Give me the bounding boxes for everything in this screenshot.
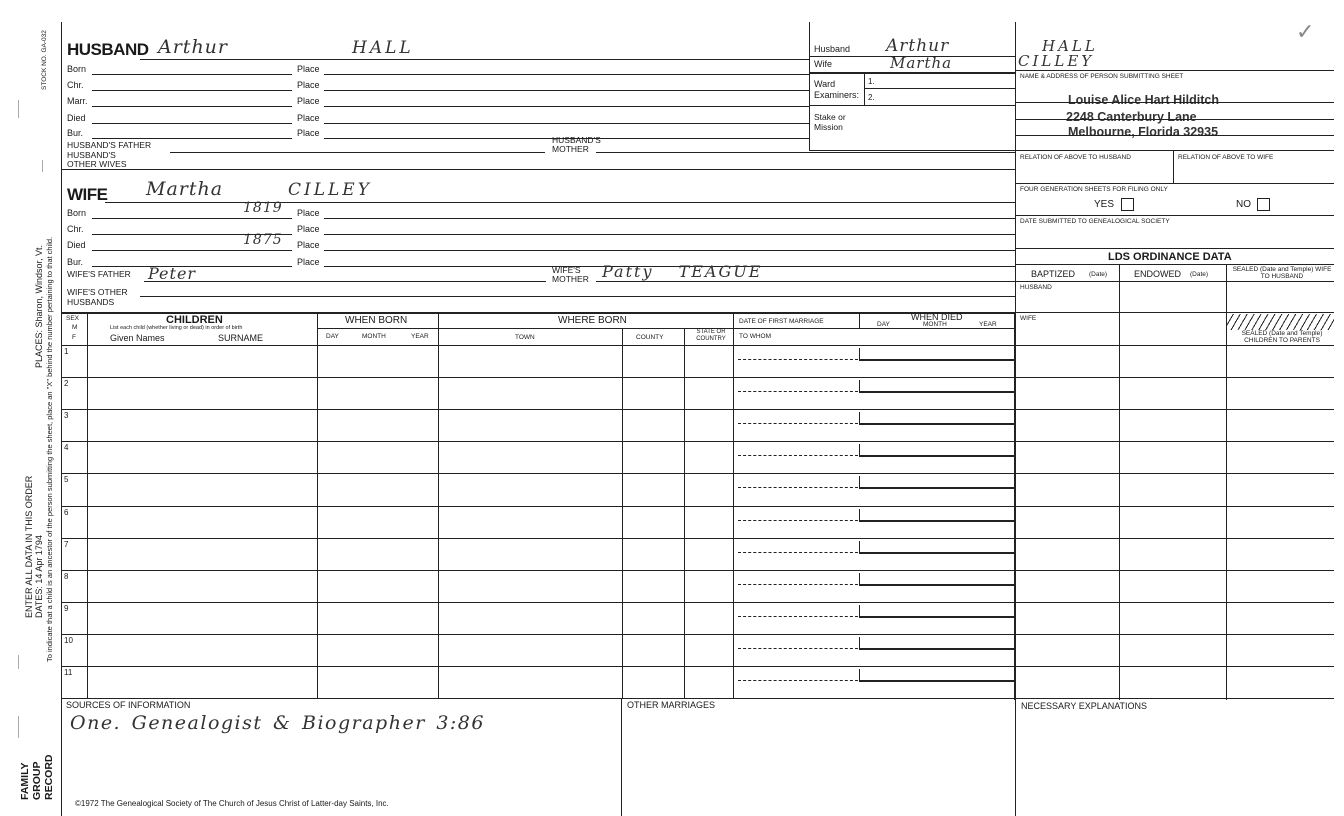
first-marriage-label: DATE OF FIRST MARRIAGE [739, 318, 824, 325]
child-row-number: 10 [64, 636, 73, 645]
lds-baptized-label: BAPTIZED [1031, 269, 1076, 279]
child-row-number: 4 [64, 443, 69, 452]
ward-wife-label: Wife [814, 59, 832, 69]
husband-born-line [92, 74, 292, 75]
form-left-border [61, 22, 62, 816]
other-marriages-label: OTHER MARRIAGES [627, 700, 716, 710]
wife-chr-place-label: Place [297, 224, 320, 234]
wife-born-line [92, 218, 292, 219]
submitter-name: Louise Alice Hart Hilditch [1068, 93, 1219, 107]
died-day-label: DAY [877, 321, 890, 328]
marriage-dashed-line [738, 616, 858, 617]
child-row-line [61, 441, 1334, 442]
children-header-bottom [61, 345, 1334, 346]
died-date-bracket [859, 476, 1015, 489]
husband-born-place-label: Place [297, 64, 320, 74]
child-row-number: 1 [64, 347, 69, 356]
ward-wife-surname: CILLEY [1018, 52, 1095, 70]
child-row-line [61, 570, 1334, 571]
husband-died-place-label: Place [297, 113, 320, 123]
stake-bottom [809, 150, 1015, 151]
lds-wife-label: WIFE [1020, 315, 1037, 322]
submitter-top-line [1015, 70, 1334, 71]
when-died-label: WHEN DIED [911, 312, 963, 322]
town-label: TOWN [515, 334, 535, 341]
husband-surname: HALL [352, 38, 414, 58]
born-year-label: YEAR [411, 333, 429, 340]
died-date-bracket [859, 412, 1015, 425]
husband-given-name: Arthur [158, 36, 228, 58]
husband-chr-place-line [324, 90, 809, 91]
husband-heading: HUSBAND [67, 40, 149, 59]
husband-mother-line [596, 152, 1015, 153]
name-col-divider [317, 312, 318, 698]
wife-given-name: Martha [146, 178, 224, 200]
child-row-line [61, 666, 1334, 667]
given-names-label: Given Names [110, 333, 165, 343]
margin-mark [18, 100, 19, 118]
marriage-dashed-line [738, 552, 858, 553]
relation-divider [1173, 150, 1174, 183]
child-row-line [61, 538, 1334, 539]
submitter-city-line [1015, 135, 1334, 136]
margin-mark [18, 716, 19, 738]
stock-number: STOCK NO. GA-032 [41, 30, 48, 90]
died-year-label: YEAR [979, 321, 997, 328]
margin-mark [18, 655, 19, 669]
wife-bur-place-label: Place [297, 257, 320, 267]
lds-husband-bottom [1015, 312, 1334, 313]
record-title-line2: GROUP [31, 761, 43, 800]
where-col-divider [733, 312, 734, 698]
wife-other-husbands-label: WIFE'S OTHER HUSBANDS [67, 287, 128, 307]
wife-father-label: WIFE'S FATHER [67, 269, 131, 279]
marriage-dashed-line [738, 423, 858, 424]
examiner-1: 1. [868, 77, 875, 86]
marriage-dashed-line [738, 391, 858, 392]
wife-died-place-line [324, 250, 1015, 251]
husband-born-place-line [324, 74, 809, 75]
wife-mother-name: Patty TEAGUE [602, 262, 763, 281]
died-date-bracket [859, 669, 1015, 682]
husband-bur-line [92, 138, 292, 139]
marriage-dashed-line [738, 648, 858, 649]
wife-bur-label: Bur. [67, 257, 84, 267]
marriage-dashed-line [738, 520, 858, 521]
sources-value: One. Genealogist & Biographer 3:86 [70, 712, 485, 734]
wife-born-year: 1819 [243, 200, 283, 216]
lds-baptized-date-label: (Date) [1089, 271, 1108, 278]
first-marriage-subline [733, 328, 1015, 329]
footer-top-line [61, 698, 1334, 699]
town-col-divider [622, 328, 623, 698]
husband-marr-label: Marr. [67, 96, 88, 106]
lds-hatched-cell [1227, 314, 1334, 330]
examiners-bottom [809, 105, 1015, 106]
child-row-line [61, 409, 1334, 410]
died-date-bracket [859, 637, 1015, 650]
submitter-street-line [1015, 119, 1334, 120]
ward-husband-label: Husband [814, 44, 851, 54]
lds-title: LDS ORDINANCE DATA [1108, 251, 1232, 263]
lds-title-bottom [1015, 264, 1334, 265]
sex-m-label: M [72, 324, 78, 331]
child-row-number: 7 [64, 540, 69, 549]
marriage-dashed-line [738, 680, 858, 681]
to-whom-label: TO WHOM [739, 333, 772, 340]
check-mark: ✓ [1296, 20, 1316, 45]
ward-husband-given: Arthur [886, 36, 950, 56]
places-note: PLACES: Sharon, Windsor, Vt. [34, 244, 44, 368]
husband-chr-label: Chr. [67, 80, 84, 90]
husband-bur-label: Bur. [67, 128, 84, 138]
four-gen-bottom-line [1015, 215, 1334, 216]
submitter-city: Melbourne, Florida 32935 [1068, 125, 1219, 139]
wife-surname: CILLEY [288, 180, 372, 200]
born-month-label: MONTH [362, 333, 386, 340]
when-born-subline [317, 328, 438, 329]
died-date-bracket [859, 380, 1015, 393]
county-label: COUNTY [636, 334, 664, 341]
wife-heading: WIFE [67, 185, 108, 204]
yes-label: YES [1094, 199, 1115, 210]
marriage-col-divider [859, 312, 860, 328]
husband-born-label: Born [67, 64, 87, 74]
copyright-notice: ©1972 The Genealogical Society of The Church of Jesus Christ of Latter-day Saints, Inc. [75, 799, 389, 808]
submitter-name-line [1015, 102, 1334, 103]
husband-name-line [140, 59, 809, 60]
husband-father-line [170, 152, 545, 153]
state-label: STATE OR COUNTRY [696, 329, 726, 342]
relation-bottom-line [1015, 183, 1334, 184]
ward-label: Ward [814, 79, 836, 89]
husband-marr-place-line [324, 106, 809, 107]
wife-died-year: 1875 [243, 232, 283, 248]
child-ancestor-instruction: To indicate that a child is an ancestor of the person submitting the sheet, place an "X" behind the number pertaining to that child. [45, 236, 54, 662]
died-date-bracket [859, 573, 1015, 586]
wife-chr-line [92, 234, 292, 235]
wife-died-line [92, 250, 292, 251]
no-label: NO [1236, 199, 1251, 210]
relation-top-line [1015, 150, 1334, 151]
stake-label: Stake or Mission [814, 112, 846, 132]
child-row-number: 9 [64, 604, 69, 613]
wife-mother-label: WIFE'S MOTHER [552, 265, 589, 284]
marriage-dashed-line [738, 584, 858, 585]
husband-bur-place-label: Place [297, 128, 320, 138]
margin-mark [42, 160, 43, 172]
wife-born-place-label: Place [297, 208, 320, 218]
child-row-number: 2 [64, 379, 69, 388]
wife-died-place-label: Place [297, 240, 320, 250]
no-checkbox[interactable] [1257, 198, 1270, 211]
examiner-2: 2. [868, 93, 875, 102]
sex-col-divider [87, 312, 88, 698]
child-row-number: 11 [64, 668, 73, 677]
lds-endowed-date-label: (Date) [1190, 271, 1209, 278]
wife-father-name: Peter [148, 264, 197, 283]
husband-marr-line [92, 106, 292, 107]
wife-father-line [144, 281, 546, 282]
ward-box-left-border [809, 22, 810, 150]
right-section-border [1015, 22, 1016, 816]
husband-father-label: HUSBAND'S FATHER [67, 140, 152, 150]
husband-died-line [92, 123, 292, 124]
relation-wife-label: RELATION OF ABOVE TO WIFE [1178, 154, 1274, 161]
examiner-1-line [864, 88, 1015, 89]
county-col-divider [684, 328, 685, 698]
when-born-label: WHEN BORN [345, 315, 408, 326]
husband-marr-place-label: Place [297, 96, 320, 106]
child-row-number: 3 [64, 411, 69, 420]
dates-note: DATES: 14 Apr 1794 [34, 535, 44, 618]
wife-died-label: Died [67, 240, 86, 250]
died-date-bracket [859, 541, 1015, 554]
sources-label: SOURCES OF INFORMATION [66, 700, 191, 710]
ward-husband-surname: HALL [1042, 37, 1098, 55]
examiners-label: Examiners: [814, 90, 860, 100]
born-day-label: DAY [326, 333, 339, 340]
died-date-bracket [859, 348, 1015, 361]
husband-mother-label: HUSBAND'S MOTHER [552, 135, 601, 154]
husband-chr-place-label: Place [297, 80, 320, 90]
enter-order-note: ENTER ALL DATA IN THIS ORDER [24, 475, 34, 618]
born-col-divider [438, 312, 439, 698]
children-instruction: List each child (whether living or dead) in order of birth [110, 325, 243, 331]
died-date-bracket [859, 444, 1015, 457]
wife-born-place-line [324, 218, 1015, 219]
husband-other-wives-label: HUSBAND'S OTHER WIVES [67, 150, 127, 169]
record-title-line1: FAMILY [19, 762, 31, 800]
date-submitted-bottom-line [1015, 248, 1334, 249]
lds-sealed-children-label: SEALED (Date and Temple) CHILDREN TO PARENTS [1241, 330, 1323, 344]
wife-name-line [105, 202, 1015, 203]
ward-wife-given: Martha [890, 54, 953, 72]
submitter-street: 2248 Canterbury Lane [1066, 110, 1197, 124]
child-row-number: 6 [64, 508, 69, 517]
marriage-dashed-line [738, 359, 858, 360]
marriage-dashed-line [738, 455, 858, 456]
child-row-line [61, 602, 1334, 603]
children-title: CHILDREN [166, 314, 223, 326]
lds-sealed-husband-label: SEALED (Date and Temple) WIFE TO HUSBAND [1232, 266, 1332, 280]
died-date-bracket [859, 605, 1015, 618]
wife-chr-place-line [324, 234, 1015, 235]
lds-endowed-label: ENDOWED [1134, 269, 1181, 279]
child-row-line [61, 377, 1334, 378]
lds-husband-label: HUSBAND [1020, 284, 1052, 291]
surname-label: SURNAME [218, 333, 264, 343]
submitter-label: NAME & ADDRESS OF PERSON SUBMITTING SHEET [1020, 73, 1184, 80]
child-row-number: 5 [64, 475, 69, 484]
relation-husband-label: RELATION OF ABOVE TO HUSBAND [1020, 154, 1131, 161]
ward-wife-line [809, 72, 1015, 74]
sex-f-label: F [72, 334, 76, 341]
husband-other-wives-line [61, 169, 1015, 170]
husband-chr-line [92, 90, 292, 91]
died-month-label: MONTH [923, 321, 947, 328]
wife-mother-line [596, 281, 1015, 282]
lds-header-bottom [1015, 281, 1334, 282]
wife-other-husbands-line [140, 296, 1015, 297]
record-title-line3: RECORD [43, 754, 55, 800]
sex-label: SEX [66, 315, 80, 322]
four-gen-label: FOUR GENERATION SHEETS FOR FILING ONLY [1020, 186, 1168, 193]
child-row-line [61, 473, 1334, 474]
yes-checkbox[interactable] [1121, 198, 1134, 211]
wife-born-label: Born [67, 208, 87, 218]
husband-died-label: Died [67, 113, 86, 123]
date-submitted-label: DATE SUBMITTED TO GENEALOGICAL SOCIETY [1020, 218, 1170, 225]
marriage-dashed-line [738, 487, 858, 488]
died-date-bracket [859, 509, 1015, 522]
necessary-explanations-label: NECESSARY EXPLANATIONS [1021, 701, 1148, 711]
husband-died-place-line [324, 123, 809, 124]
child-row-number: 8 [64, 572, 69, 581]
other-marriages-divider [621, 698, 622, 816]
where-born-label: WHERE BORN [558, 315, 627, 326]
wife-chr-label: Chr. [67, 224, 84, 234]
child-row-line [61, 506, 1334, 507]
child-row-line [61, 634, 1334, 635]
